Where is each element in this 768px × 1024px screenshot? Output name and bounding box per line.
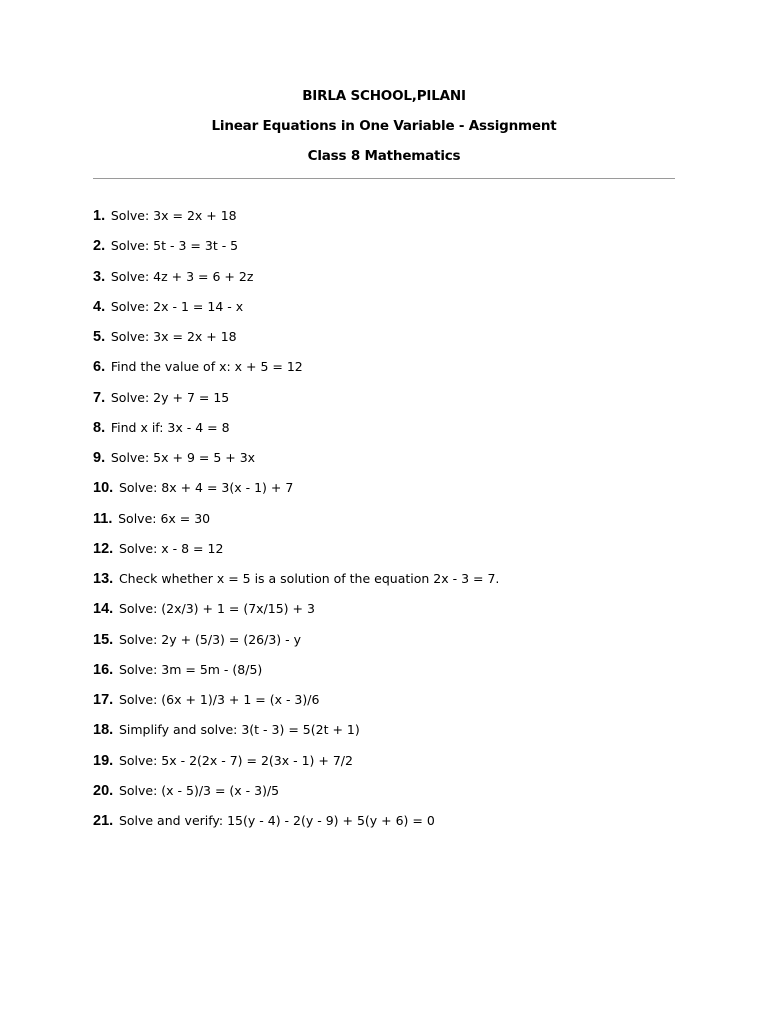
question-text: Solve: 3x = 2x + 18 [110,329,237,344]
question-number: 7. [93,389,106,406]
question-number: 8. [93,419,106,436]
question-text: Solve: 8x + 4 = 3(x - 1) + 7 [118,480,294,496]
question-text: Solve: (6x + 1)/3 + 1 = (x - 3)/6 [118,692,320,707]
question-text: Solve: x - 8 = 12 [118,540,224,556]
question-text: Find the value of x: x + 5 = 12 [110,359,303,375]
question-text: Solve: 5x + 9 = 5 + 3x [110,450,256,465]
question-text: Find x if: 3x - 4 = 8 [110,419,230,435]
question-item [93,297,693,327]
question-text: Check whether x = 5 is a solution of the equation 2x - 3 = 7. [118,571,500,586]
question-text: Solve: 2x - 1 = 14 - x [110,298,244,314]
question-text: Solve: 5x - 2(2x - 7) = 2(3x - 1) + 7/2 [118,752,353,768]
question-number: 20. [93,782,114,799]
question-number: 21. [93,813,114,829]
question-number: 2. [93,238,106,255]
question-item [93,690,693,720]
question-list [93,206,693,841]
question-item [93,569,693,599]
question-item [93,720,693,750]
question-item [93,539,693,569]
question-item [93,206,693,236]
question-number: 6. [93,359,106,376]
question-number: 17. [93,692,114,708]
question-number: 9. [93,450,106,466]
question-item [93,751,693,781]
question-number: 12. [93,540,114,557]
question-number: 11. [93,510,113,527]
question-text: Solve: 3x = 2x + 18 [110,208,237,223]
question-item [93,630,693,660]
header-divider [93,178,675,179]
question-number: 10. [93,480,114,497]
question-text: Solve: (2x/3) + 1 = (7x/15) + 3 [118,601,315,617]
question-number: 19. [93,752,114,769]
question-item [93,811,693,841]
question-text: Solve: (x - 5)/3 = (x - 3)/5 [118,782,280,798]
question-item [93,660,693,690]
question-number: 15. [93,631,114,648]
question-number: 16. [93,661,114,678]
question-item [93,448,693,478]
question-text: Solve: 2y + (5/3) = (26/3) - y [118,631,302,647]
question-text: Solve and verify: 15(y - 4) - 2(y - 9) + 5(y + 6) = 0 [118,813,435,828]
question-text: Simplify and solve: 3(t - 3) = 5(2t + 1) [118,722,360,738]
document-header [0,85,768,175]
question-number: 1. [93,208,106,224]
question-number: 4. [93,298,106,315]
question-text: Solve: 3m = 5m - (8/5) [118,661,263,677]
question-number: 3. [93,268,106,285]
question-number: 5. [93,329,106,345]
question-item [93,327,693,357]
question-text: Solve: 5t - 3 = 3t - 5 [110,238,239,254]
question-item [93,357,693,387]
class-subtitle: Class 8 Mathematics [307,148,461,164]
question-text: Solve: 6x = 30 [118,510,211,526]
question-text: Solve: 4z + 3 = 6 + 2z [110,268,254,284]
question-number: 18. [93,722,114,739]
question-item [93,388,693,418]
question-item [93,236,693,266]
question-item [93,781,693,811]
question-item [93,418,693,448]
school-name: BIRLA SCHOOL,PILANI [302,88,466,104]
question-item [93,267,693,297]
question-item [93,509,693,539]
question-number: 14. [93,601,114,618]
question-number: 13. [93,571,114,587]
assignment-title: Linear Equations in One Variable - Assignment [211,118,557,134]
question-text: Solve: 2y + 7 = 15 [110,389,230,405]
question-item [93,478,693,508]
question-item [93,599,693,629]
